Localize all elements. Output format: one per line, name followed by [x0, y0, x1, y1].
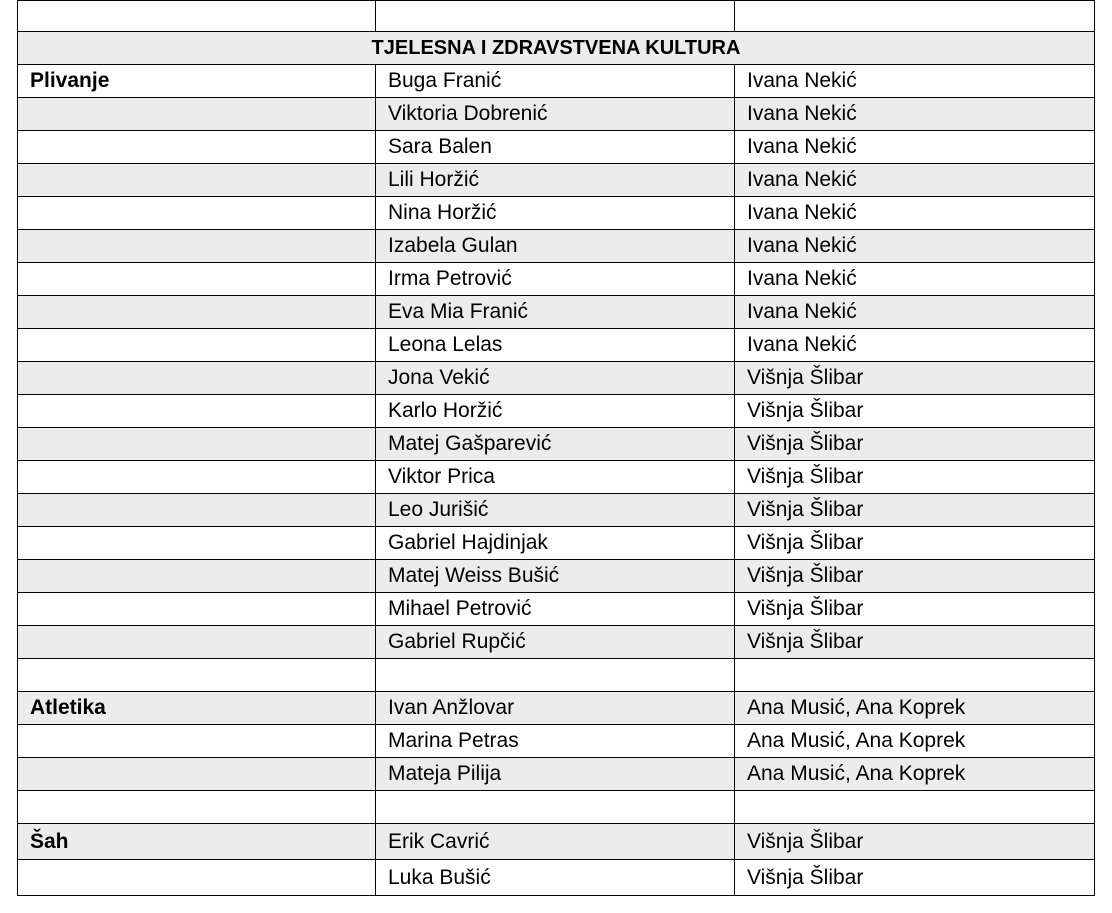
student-cell: Leo Jurišić: [376, 494, 735, 527]
activity-cell: [18, 725, 376, 758]
student-cell: Matej Weiss Bušić: [376, 560, 735, 593]
student-cell: Viktoria Dobrenić: [376, 98, 735, 131]
activity-cell: [18, 362, 376, 395]
activity-cell: [18, 593, 376, 626]
student-cell: Viktor Prica: [376, 461, 735, 494]
student-cell: Eva Mia Franić: [376, 296, 735, 329]
activity-cell: [18, 659, 376, 692]
student-cell: Karlo Horžić: [376, 395, 735, 428]
table-row: [18, 659, 1095, 692]
mentor-cell: Ivana Nekić: [735, 197, 1095, 230]
mentor-cell: Ivana Nekić: [735, 131, 1095, 164]
activity-cell: [18, 164, 376, 197]
activity-cell: [18, 626, 376, 659]
table-row: [18, 98, 1095, 131]
activity-cell: [18, 527, 376, 560]
student-cell: Nina Horžić: [376, 197, 735, 230]
table-row: [18, 758, 1095, 791]
mentor-cell: Ana Musić, Ana Koprek: [735, 758, 1095, 791]
student-cell: Jona Vekić: [376, 362, 735, 395]
section-title: TJELESNA I ZDRAVSTVENA KULTURA: [18, 32, 1095, 65]
student-cell: Mateja Pilija: [376, 758, 735, 791]
activity-cell: [18, 860, 376, 896]
table-row: [18, 197, 1095, 230]
student-cell: Erik Cavrić: [376, 824, 735, 860]
student-cell: [376, 659, 735, 692]
table-row: [18, 527, 1095, 560]
activities-table: [17, 0, 1095, 896]
mentor-cell: Ivana Nekić: [735, 98, 1095, 131]
table-row: [18, 329, 1095, 362]
activity-cell: Šah: [18, 824, 376, 860]
table-row: [18, 560, 1095, 593]
mentor-cell: Ivana Nekić: [735, 263, 1095, 296]
activity-cell: [18, 263, 376, 296]
table-row: [18, 824, 1095, 860]
table-row: [18, 461, 1095, 494]
student-cell: Matej Gašparević: [376, 428, 735, 461]
student-cell: Marina Petras: [376, 725, 735, 758]
student-cell: Gabriel Rupčić: [376, 626, 735, 659]
section-header-row: [18, 32, 1095, 65]
mentor-cell: Ivana Nekić: [735, 329, 1095, 362]
table-row: [18, 296, 1095, 329]
mentor-cell: [735, 791, 1095, 824]
table-row: [18, 626, 1095, 659]
activity-cell: [18, 98, 376, 131]
table-row-empty-top: [18, 1, 1095, 32]
student-cell: Luka Bušić: [376, 860, 735, 896]
table-row: [18, 362, 1095, 395]
activity-cell: [18, 791, 376, 824]
table-row: [18, 494, 1095, 527]
table-body: [18, 1, 1095, 896]
table-cell: [735, 1, 1095, 32]
table-row: [18, 428, 1095, 461]
student-cell: Irma Petrović: [376, 263, 735, 296]
student-cell: Mihael Petrović: [376, 593, 735, 626]
activity-cell: [18, 461, 376, 494]
table-cell: [18, 1, 376, 32]
student-cell: Izabela Gulan: [376, 230, 735, 263]
mentor-cell: Višnja Šlibar: [735, 395, 1095, 428]
mentor-cell: Višnja Šlibar: [735, 494, 1095, 527]
table-cell: [376, 1, 735, 32]
mentor-cell: Višnja Šlibar: [735, 560, 1095, 593]
mentor-cell: Višnja Šlibar: [735, 860, 1095, 896]
table-row: [18, 230, 1095, 263]
mentor-cell: Višnja Šlibar: [735, 824, 1095, 860]
activity-cell: [18, 131, 376, 164]
student-cell: Sara Balen: [376, 131, 735, 164]
table-row: [18, 860, 1095, 896]
mentor-cell: Ana Musić, Ana Koprek: [735, 725, 1095, 758]
table-row: [18, 593, 1095, 626]
mentor-cell: Višnja Šlibar: [735, 626, 1095, 659]
mentor-cell: Višnja Šlibar: [735, 362, 1095, 395]
activity-cell: [18, 329, 376, 362]
table-row: [18, 164, 1095, 197]
mentor-cell: Višnja Šlibar: [735, 428, 1095, 461]
mentor-cell: Ana Musić, Ana Koprek: [735, 692, 1095, 725]
activity-cell: [18, 197, 376, 230]
student-cell: Ivan Anžlovar: [376, 692, 735, 725]
student-cell: Gabriel Hajdinjak: [376, 527, 735, 560]
student-cell: [376, 791, 735, 824]
mentor-cell: Ivana Nekić: [735, 230, 1095, 263]
mentor-cell: Višnja Šlibar: [735, 593, 1095, 626]
mentor-cell: Ivana Nekić: [735, 296, 1095, 329]
activity-cell: Atletika: [18, 692, 376, 725]
activity-cell: [18, 395, 376, 428]
activity-cell: [18, 494, 376, 527]
table-row: [18, 692, 1095, 725]
table-row: [18, 791, 1095, 824]
activity-cell: [18, 758, 376, 791]
student-cell: Buga Franić: [376, 65, 735, 98]
activity-cell: [18, 230, 376, 263]
student-cell: Lili Horžić: [376, 164, 735, 197]
activity-cell: [18, 428, 376, 461]
activity-cell: Plivanje: [18, 65, 376, 98]
mentor-cell: [735, 659, 1095, 692]
student-cell: Leona Lelas: [376, 329, 735, 362]
table-row: [18, 725, 1095, 758]
activity-cell: [18, 296, 376, 329]
table-row: [18, 131, 1095, 164]
table-row: [18, 65, 1095, 98]
activity-cell: [18, 560, 376, 593]
table-row: [18, 395, 1095, 428]
mentor-cell: Višnja Šlibar: [735, 461, 1095, 494]
table-row: [18, 263, 1095, 296]
mentor-cell: Višnja Šlibar: [735, 527, 1095, 560]
mentor-cell: Ivana Nekić: [735, 65, 1095, 98]
mentor-cell: Ivana Nekić: [735, 164, 1095, 197]
